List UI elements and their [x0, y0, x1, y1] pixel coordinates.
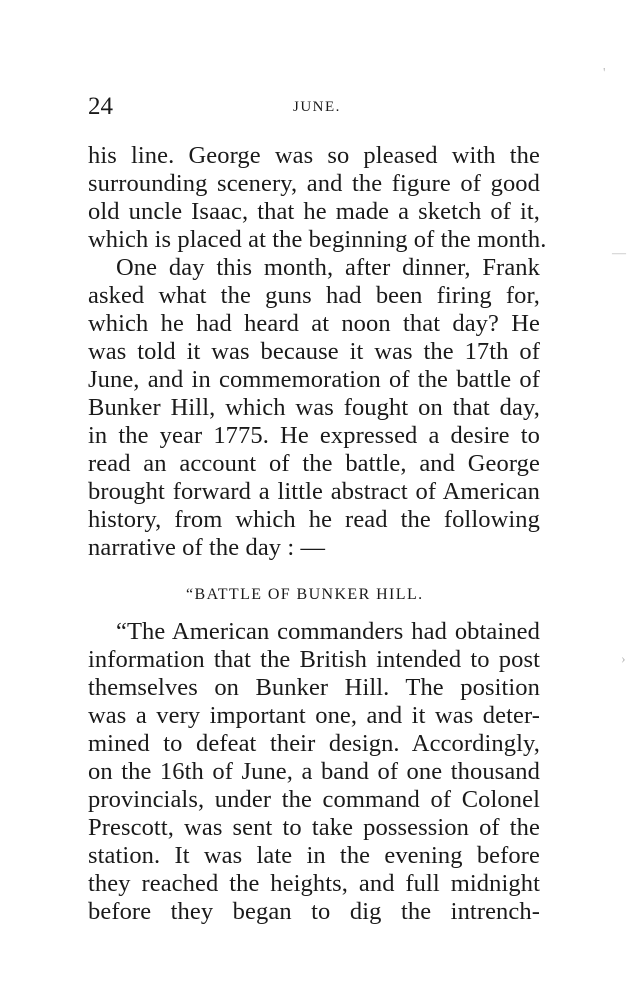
page-header	[88, 92, 540, 122]
text-line: brought forward a little abstract of American	[88, 478, 540, 505]
text-line: was a very important one, and it was deter-	[88, 702, 540, 729]
text-line: they reached the heights, and full midnight	[88, 870, 540, 897]
section-heading: “BATTLE OF BUNKER HILL.	[186, 586, 424, 603]
running-head: JUNE.	[293, 99, 341, 115]
text-line: which is placed at the beginning of the month.	[88, 226, 547, 253]
text-line: on the 16th of June, a band of one thousand	[88, 758, 540, 785]
text-line: narrative of the day : —	[88, 534, 326, 561]
text-line: surrounding scenery, and the figure of good	[88, 170, 540, 197]
text-line: provincials, under the command of Colonel	[88, 786, 540, 813]
text-line: mined to defeat their design. Accordingly,	[88, 730, 540, 757]
text-line: which he had heard at noon that day? He	[88, 310, 540, 337]
text-line: before they began to dig the intrench-	[88, 898, 540, 925]
text-line: his line. George was so pleased with the	[88, 142, 540, 169]
text-line: information that the British intended to post	[88, 646, 540, 673]
print-speck: ›	[621, 652, 626, 667]
print-speck: —	[612, 246, 626, 261]
text-line: in the year 1775. He expressed a desire to	[88, 422, 540, 449]
text-line: themselves on Bunker Hill. The position	[88, 674, 540, 701]
text-line: old uncle Isaac, that he made a sketch of it,	[88, 198, 540, 225]
text-line: station. It was late in the evening before	[88, 842, 540, 869]
text-line: Prescott, was sent to take possession of the	[88, 814, 540, 841]
print-speck: '	[603, 66, 606, 81]
text-line: June, and in commemoration of the battle of	[88, 366, 540, 393]
text-line: “The American commanders had obtained	[116, 618, 540, 645]
text-line: asked what the guns had been firing for,	[88, 282, 540, 309]
text-line: One day this month, after dinner, Frank	[116, 254, 540, 281]
text-line: Bunker Hill, which was fought on that day,	[88, 394, 540, 421]
text-line: read an account of the battle, and George	[88, 450, 540, 477]
text-line: was told it was because it was the 17th of	[88, 338, 540, 365]
page-number: 24	[88, 93, 113, 120]
text-line: history, from which he read the following	[88, 506, 540, 533]
